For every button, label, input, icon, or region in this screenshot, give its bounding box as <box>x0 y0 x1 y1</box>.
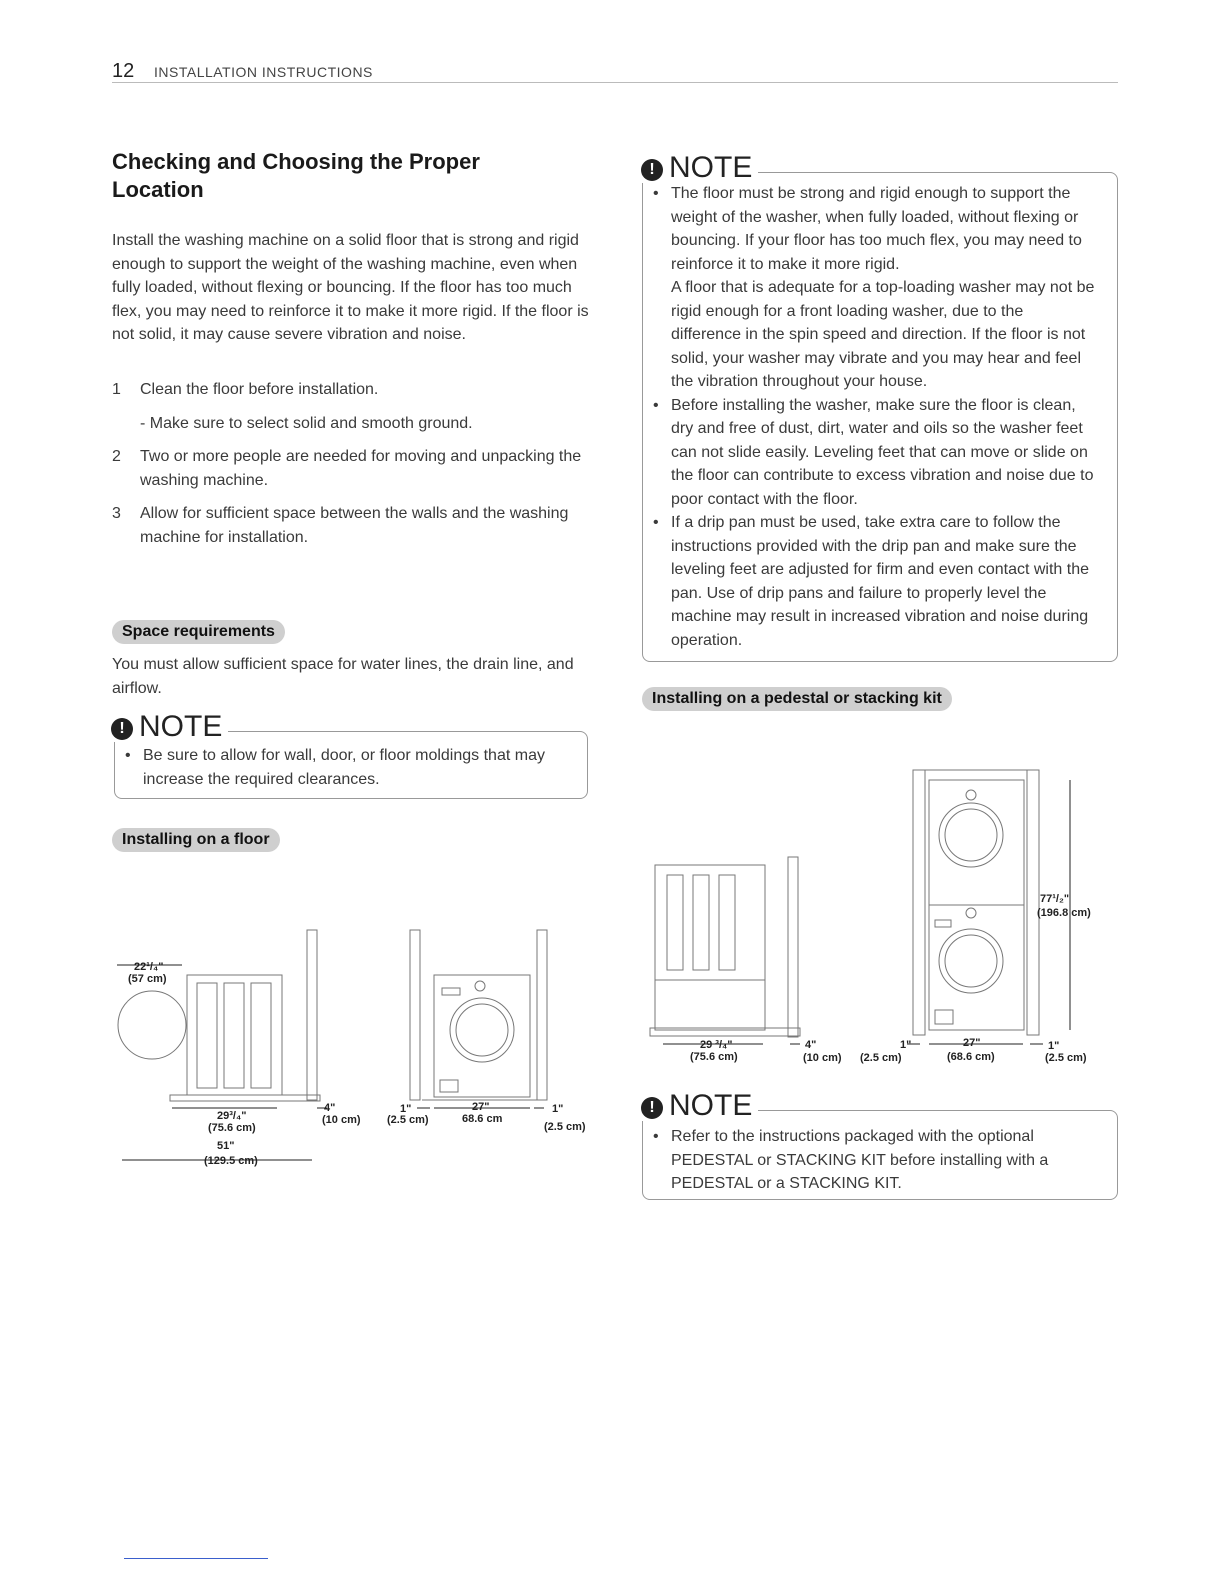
dim-side-left-in: 1" <box>900 1039 912 1051</box>
page-number: 12 <box>112 60 135 82</box>
step-number: 2 <box>112 448 121 465</box>
dim-width-in: 27" <box>472 1101 490 1113</box>
note-item: • Refer to the instructions packaged with the optional PEDESTAL or STACKING KIT before installing with a PEDESTAL or a STACKING KIT. <box>643 1125 1095 1196</box>
dim-back-cm: (10 cm) <box>803 1052 842 1064</box>
dim-depth-in: 29 ³/₄" <box>700 1039 733 1051</box>
footer-line <box>124 1558 268 1559</box>
dim-back-in: 4" <box>324 1102 336 1114</box>
step-number: 1 <box>112 381 121 398</box>
note-item-text: A floor that is adequate for a top-loading washer may not be rigid enough for a front loading washer, due to the difference in the spin speed and direction. If the floor is not solid, your washer may vibrate and you may hear and feel the vibration throughout your house. <box>671 279 1095 390</box>
note-item <box>643 182 1095 394</box>
note-heading-text: NOTE <box>669 1089 753 1122</box>
floor-heading <box>112 828 280 852</box>
note-heading <box>635 1091 758 1121</box>
section-label: INSTALLATION INSTRUCTIONS <box>154 64 373 80</box>
stacked-washer-dryer <box>913 770 1039 1035</box>
step-item <box>112 378 597 402</box>
step-number: 3 <box>112 505 121 522</box>
floor-diagram <box>112 920 612 1175</box>
page-title: Checking and Choosing the Proper Location <box>112 149 480 202</box>
dim-depth-in: 29³/₄" <box>217 1110 247 1122</box>
dim-side-left-cm: (2.5 cm) <box>387 1114 429 1126</box>
dim-side-right-cm: (2.5 cm) <box>544 1121 586 1133</box>
dim-height-in: 77¹/₂" <box>1040 893 1070 905</box>
dim-total-in: 51" <box>217 1140 235 1152</box>
note-heading-text: NOTE <box>669 151 753 184</box>
dim-depth-cm: (75.6 cm) <box>208 1122 256 1134</box>
step-item <box>112 502 597 549</box>
steps-list <box>112 378 597 559</box>
exclamation-icon: ! <box>111 718 133 740</box>
dim-width-cm: (68.6 cm) <box>947 1051 995 1063</box>
note-box-floor <box>642 151 1118 662</box>
page-header <box>112 60 1118 83</box>
note-item: • Be sure to allow for wall, door, or floor moldings that may increase the required clearances. <box>115 744 565 791</box>
dim-back-cm: (10 cm) <box>322 1114 361 1126</box>
dim-door-in: 22¹/₄" <box>134 961 164 973</box>
note-heading <box>635 153 758 183</box>
washer-front-view <box>410 930 547 1100</box>
dimension-lines <box>663 780 1070 1044</box>
step-text: Clean the floor before installation. <box>140 381 379 398</box>
space-requirements-label: Space requirements <box>112 620 285 644</box>
pedestal-label: Installing on a pedestal or stacking kit <box>642 687 952 711</box>
note-item-text: The floor must be strong and rigid enough to support the weight of the washer, when fully loaded, without flexing or bouncing. If your floor has too much flex, you may need to reinforce it to make it more rigid. <box>671 185 1082 273</box>
dim-side-left-in: 1" <box>400 1103 412 1115</box>
washer-side-view <box>118 930 320 1101</box>
note-item: • If a drip pan must be used, take extra care to follow the instructions provided with the drip pan and make sure the leveling feet are adjusted for firm and even contact with the pan. Use of drip pans and failure to properly level the machine may result in increased vibration and noise during operation. <box>643 511 1095 652</box>
space-requirements-text: You must allow sufficient space for water lines, the drain line, and airflow. <box>112 656 574 697</box>
dim-width-cm: 68.6 cm <box>462 1113 503 1125</box>
exclamation-icon: ! <box>641 1097 663 1119</box>
note-box-pedestal <box>642 1089 1118 1200</box>
dim-depth-cm: (75.6 cm) <box>690 1051 738 1063</box>
intro-paragraph: Install the washing machine on a solid floor that is strong and rigid enough to support the weight of the washing machine, even when fully loaded, without flexing or bouncing. If the floor has too much flex, you may need to reinforce it to make it more rigid. If the floor is not solid, it may cause severe vibration and noise. <box>112 232 589 343</box>
dim-back-in: 4" <box>805 1039 817 1051</box>
exclamation-icon: ! <box>641 159 663 181</box>
note-heading-text: NOTE <box>139 710 223 743</box>
step-subitem: - Make sure to select solid and smooth ground. <box>140 414 473 432</box>
dim-side-right-in: 1" <box>552 1103 564 1115</box>
dim-side-right-cm: (2.5 cm) <box>1045 1052 1087 1064</box>
space-requirements-heading <box>112 620 285 644</box>
note-item: • Before installing the washer, make sure the floor is clean, dry and free of dust, dirt, water and oils so the washer feet can not slide easily. Leveling feet that can move or slide on the floor can contribute to excess vibration and noise due to poor contact with the floor. <box>643 394 1095 512</box>
washer-side-view <box>650 857 800 1037</box>
dim-height-cm: (196.8 cm) <box>1037 907 1091 919</box>
pedestal-diagram <box>645 765 1115 1075</box>
dim-door-cm: (57 cm) <box>128 973 167 985</box>
dim-side-left-cm: (2.5 cm) <box>860 1052 902 1064</box>
dim-side-right-in: 1" <box>1048 1040 1060 1052</box>
floor-label: Installing on a floor <box>112 828 280 852</box>
dim-width-in: 27" <box>963 1037 981 1049</box>
note-heading <box>105 712 228 742</box>
dim-total-cm: (129.5 cm) <box>204 1155 258 1167</box>
dimension-lines <box>117 965 544 1160</box>
pedestal-heading <box>642 687 952 711</box>
note-box-space <box>114 710 588 799</box>
step-item <box>112 445 597 492</box>
step-text: Two or more people are needed for moving and unpacking the washing machine. <box>140 448 582 489</box>
step-text: Allow for sufficient space between the walls and the washing machine for installation. <box>140 505 569 546</box>
